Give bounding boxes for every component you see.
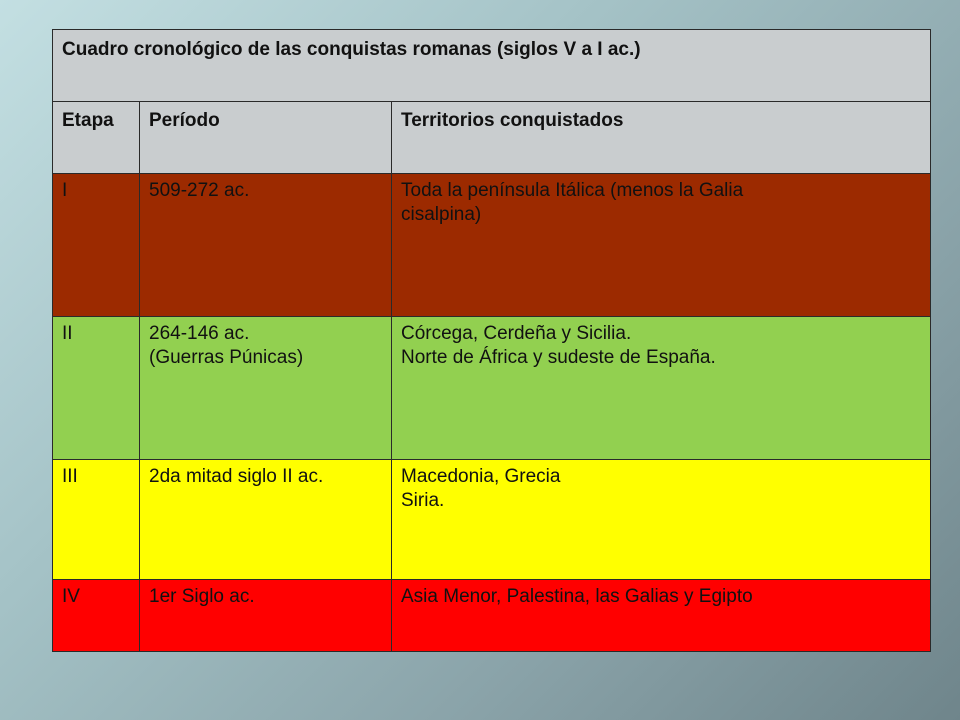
table-row — [53, 317, 931, 460]
conquests-table — [52, 29, 931, 652]
cell-periodo — [140, 317, 392, 460]
periodo-line: (Guerras Púnicas) — [149, 347, 304, 368]
cell-etapa: II — [53, 317, 140, 460]
periodo-line: 2da mitad siglo II ac. — [149, 466, 324, 487]
cell-periodo — [140, 460, 392, 580]
cell-territorios — [392, 580, 931, 652]
header-territorios: Territorios conquistados — [392, 102, 931, 174]
territorio-line: Siria. — [401, 490, 445, 511]
cell-periodo — [140, 580, 392, 652]
table-row — [53, 460, 931, 580]
table-row — [53, 580, 931, 652]
territorio-line: Norte de África y sudeste de España. — [401, 347, 716, 368]
table-title-row — [53, 30, 931, 102]
territorio-line: Asia Menor, Palestina, las Galias y Egipto — [401, 586, 753, 607]
cell-territorios — [392, 174, 931, 317]
periodo-line: 1er Siglo ac. — [149, 586, 255, 607]
cell-etapa: I — [53, 174, 140, 317]
table-header-row — [53, 102, 931, 174]
periodo-line: 509-272 ac. — [149, 180, 250, 201]
header-etapa: Etapa — [53, 102, 140, 174]
cell-etapa: III — [53, 460, 140, 580]
territorio-line: Toda la península Itálica (menos la Galia — [401, 180, 744, 201]
periodo-line: 264-146 ac. — [149, 323, 250, 344]
territorio-line: cisalpina) — [401, 204, 482, 225]
cell-territorios — [392, 317, 931, 460]
table-row — [53, 174, 931, 317]
cell-etapa: IV — [53, 580, 140, 652]
territorio-line: Córcega, Cerdeña y Sicilia. — [401, 323, 632, 344]
header-periodo: Período — [140, 102, 392, 174]
cell-periodo — [140, 174, 392, 317]
cell-territorios — [392, 460, 931, 580]
table-title: Cuadro cronológico de las conquistas romanas (siglos V a I ac.) — [53, 30, 931, 102]
territorio-line: Macedonia, Grecia — [401, 466, 561, 487]
